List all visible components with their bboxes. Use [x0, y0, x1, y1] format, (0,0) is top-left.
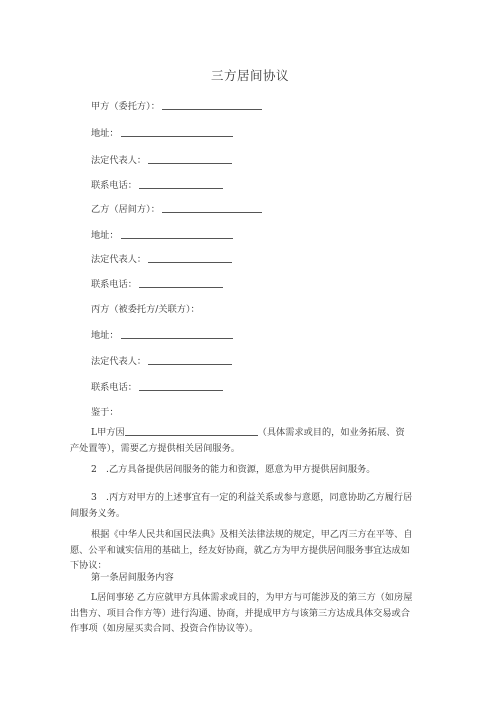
party-a-rep-line [91, 152, 232, 166]
article-1-title: 第一条居间服务内容 [91, 572, 174, 583]
clause-1-blank [125, 426, 258, 436]
party-a-phone-blank [139, 179, 223, 189]
party-b-address-blank [121, 229, 233, 239]
clause-3: 3 .丙方对甲方的上述事宜有一定的利益关系或参与意愿，同意协助乙方履行居间服务义务。 [70, 492, 413, 519]
party-a-rep-blank [148, 154, 232, 164]
party-c-label: 丙方（被委托方/关联方）： [91, 304, 200, 315]
party-b-rep-label: 法定代表人： [91, 254, 147, 265]
party-b-phone-label: 联系电话： [91, 279, 137, 290]
party-a-blank [162, 100, 262, 110]
party-c-phone-label: 联系电话： [91, 382, 137, 393]
party-b-address-line [91, 227, 233, 241]
clause-1-suffix: （具体需求或目的，如业务拓展、资产处置等），需要乙方提供相关居间服务。 [70, 427, 405, 454]
party-b-phone-blank [139, 278, 223, 288]
party-c-rep-blank [148, 355, 232, 365]
party-a-label: 甲方（委托方）： [91, 101, 160, 112]
party-b-blank [162, 203, 262, 213]
party-c-rep-line [91, 353, 232, 367]
party-a-phone-label: 联系电话： [91, 180, 137, 191]
party-c-address-label: 地址： [91, 330, 119, 341]
party-b-phone-line [91, 276, 223, 290]
party-b-rep-blank [148, 253, 232, 263]
party-b-rep-line [91, 251, 232, 265]
party-c-phone-blank [139, 381, 223, 391]
party-b-address-label: 地址： [91, 230, 119, 241]
clause-1 [70, 425, 413, 456]
article-1-body: L居间事珌 乙方应就甲方具体需求或目的，为甲方与可能涉及的第三方（如房屋出售方、项目合作方等）进行沟通、协商，并提成甲方与该第三方达成具体交易或合作事项（如房屋买卖合同、投资合作协议等）。 [70, 592, 413, 634]
party-c-address-blank [121, 329, 233, 339]
whereas-heading: 鉴于： [91, 407, 119, 418]
party-a-rep-label: 法定代表人： [91, 155, 147, 166]
preamble: 根据《中华人民共和国民法典》及相关法律法规的规定，甲乙丙三方在平等、自愿、公平和诚实信用的基础上，经友好协商，就乙方为甲方提供居间服务事宜达成如下协议： [70, 529, 413, 571]
party-a-address-blank [121, 127, 233, 137]
party-a-address-line [91, 125, 233, 139]
party-c-address-line [91, 327, 233, 341]
party-a-line [91, 98, 262, 112]
party-a-address-label: 地址： [91, 128, 119, 139]
document-title: 三方居间协议 [210, 68, 289, 83]
clause-2: 2 .乙方具备提供居间服务的能力和资源，愿意为甲方提供居间服务。 [91, 464, 376, 475]
clause-1-prefix: L甲方因 [91, 427, 125, 438]
party-c-phone-line [91, 379, 223, 393]
party-a-phone-line [91, 177, 223, 191]
party-b-label: 乙方（居间方）： [91, 204, 160, 215]
party-c-line [91, 301, 200, 315]
party-c-rep-label: 法定代表人： [91, 356, 147, 367]
party-b-line [91, 201, 262, 215]
